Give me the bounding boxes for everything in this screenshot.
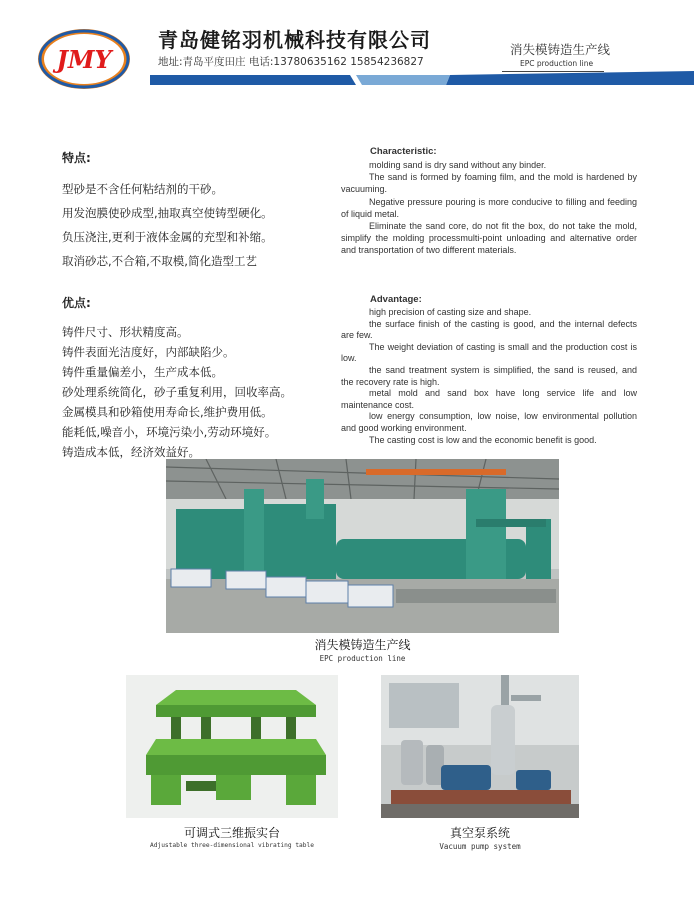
figure-caption-en: Adjustable three-dimensional vibrating table <box>150 842 314 849</box>
list-item: 金属模具和砂箱使用寿命长,维护费用低。 <box>62 405 273 419</box>
list-item: the sand treatment system is simplified, the sand is reused, and the recovery rate is high. <box>341 364 637 387</box>
list-item: 取消砂芯,不合箱,不取模,简化造型工艺 <box>62 254 257 268</box>
figure-caption-en: EPC production line <box>319 654 406 663</box>
header-accent-bar <box>150 71 694 85</box>
figure-caption-en: Vacuum pump system <box>439 842 521 851</box>
list-item: 用发泡膜使砂成型,抽取真空使铸型硬化。 <box>62 206 273 220</box>
characteristic-list-en <box>341 159 637 257</box>
list-item: high precision of casting size and shape. <box>369 307 532 317</box>
advantage-list-en <box>341 307 637 446</box>
company-logo <box>36 27 132 91</box>
list-item: 型砂是不含任何粘结剂的干砂。 <box>62 182 223 196</box>
list-item: 能耗低,噪音小，环境污染小,劳动环境好。 <box>62 425 277 439</box>
list-item: 铸件重量偏差小，生产成本低。 <box>62 365 223 379</box>
vacuum-pump-photo <box>381 675 579 818</box>
epc-production-line-photo <box>166 459 559 633</box>
features-list-cn <box>62 177 273 273</box>
features-heading: 特点: <box>62 151 91 165</box>
list-item: The weight deviation of casting is small and the production cost is low. <box>341 341 637 364</box>
list-item: 铸件表面光洁度好，内部缺陷少。 <box>62 345 235 359</box>
list-item: The casting cost is low and the economic benefit is good. <box>369 434 597 445</box>
company-name: 青岛健铭羽机械科技有限公司 <box>158 28 431 52</box>
product-line-subtitle: EPC production line <box>520 59 594 68</box>
list-item: Negative pressure pouring is more conducive to filling and feeding of liquid metal. <box>341 196 637 219</box>
list-item: 铸造成本低，经济效益好。 <box>62 445 200 459</box>
figure-caption-cn: 消失模铸造生产线 <box>314 638 411 652</box>
list-item: 砂处理系统简化，砂子重复利用，回收率高。 <box>62 385 292 399</box>
advantage-heading: Advantage: <box>370 294 422 305</box>
list-item: the surface finish of the casting is good, and the internal defects are few. <box>341 318 637 341</box>
characteristic-heading: Characteristic: <box>370 146 437 157</box>
list-item: Eliminate the sand core, do not fit the box, do not take the mold, simplify the molding processmulti-point unloading and alternative order and transportation of two different materials. <box>341 221 637 256</box>
list-item: 负压浇注,更利于液体金属的充型和补缩。 <box>62 230 273 244</box>
list-item: metal mold and sand box have long service life and low maintenance cost. <box>341 388 637 410</box>
product-line-title: 消失模铸造生产线 <box>510 42 611 57</box>
company-address: 地址:青岛平度田庄 电话:13780635162 15854236827 <box>158 56 424 68</box>
list-item: The sand is formed by foaming film, and the mold is hardened by vacuuming. <box>341 172 637 195</box>
vibrating-table-photo <box>126 675 338 818</box>
figure-caption-cn: 可调式三维振实台 <box>183 826 280 840</box>
figure-caption-cn: 真空泵系统 <box>449 826 510 840</box>
advantages-list-cn <box>62 322 292 462</box>
list-item: molding sand is dry sand without any binder. <box>369 160 547 170</box>
list-item: 铸件尺寸、形状精度高。 <box>62 325 189 339</box>
advantages-heading: 优点: <box>62 296 91 310</box>
logo-text: JMY <box>56 45 112 74</box>
list-item: low energy consumption, low noise, low environmental pollution and good working environment. <box>341 411 637 433</box>
